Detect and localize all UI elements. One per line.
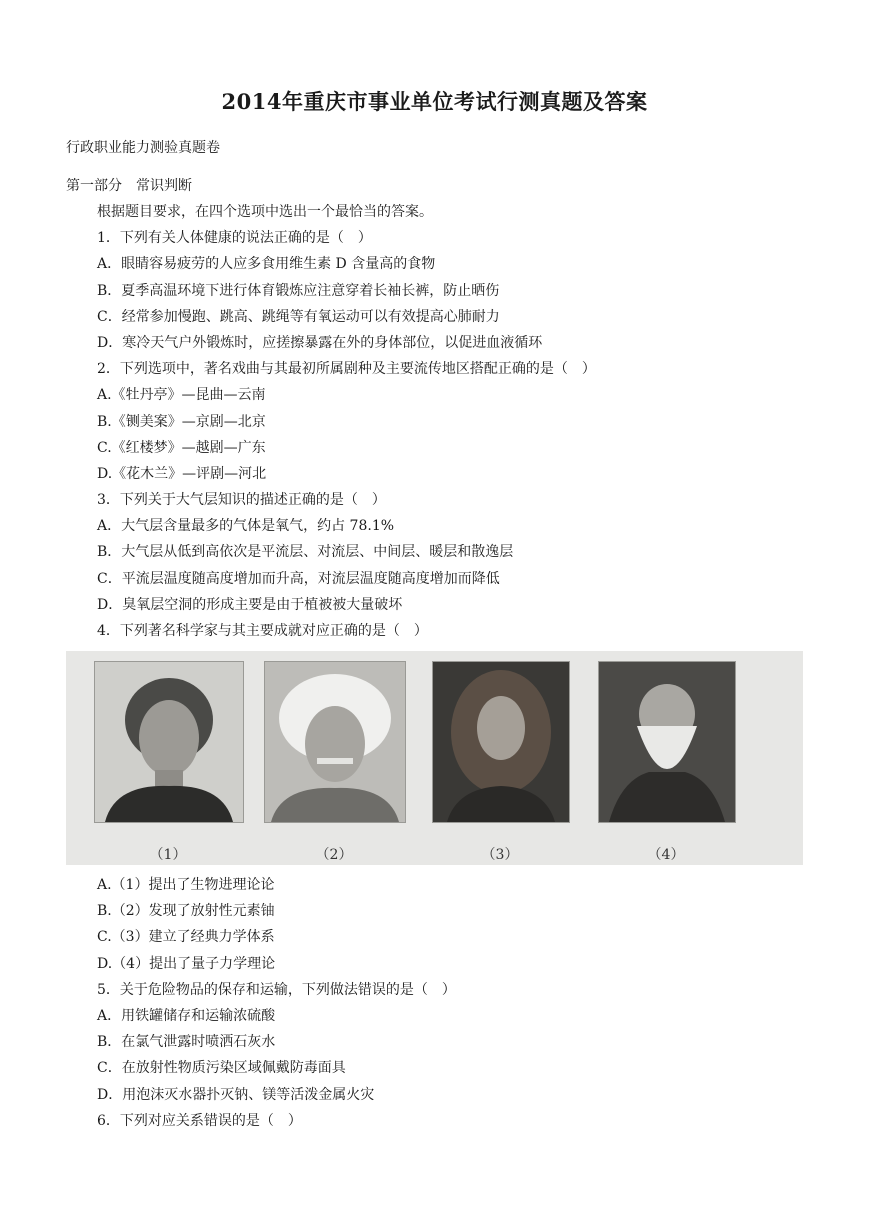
text-line: D．寒冷天气户外锻炼时，应搓擦暴露在外的身体部位，以促进血液循环 — [97, 334, 543, 351]
text-line: B．夏季高温环境下进行体育锻炼应注意穿着长袖长裤，防止晒伤 — [97, 282, 500, 299]
document-subtitle: 行政职业能力测验真题卷 — [66, 140, 220, 156]
text-line: A.《牡丹亭》—昆曲—云南 — [97, 387, 266, 404]
scientist-portraits-figure — [66, 651, 803, 865]
text-line: B．大气层从低到高依次是平流层、对流层、中间层、暖层和散逸层 — [97, 544, 514, 561]
text-line: 6．下列对应关系错误的是（ ） — [97, 1112, 302, 1129]
figure-caption-4: （4） — [647, 847, 685, 863]
figure-caption-3: （3） — [481, 847, 519, 863]
text-line: 1．下列有关人体健康的说法正确的是（ ） — [97, 230, 372, 247]
figure-caption-2: （2） — [315, 847, 353, 863]
text-line: 根据题目要求，在四个选项中选出一个最恰当的答案。 — [97, 204, 433, 220]
text-line: C．在放射性物质污染区域佩戴防毒面具 — [97, 1060, 346, 1077]
man-white-hair-portrait-icon — [265, 662, 405, 822]
question-block-2 — [97, 872, 837, 1134]
text-line: C．经常参加慢跑、跳高、跳绳等有氧运动可以有效提高心肺耐力 — [97, 308, 500, 325]
text-line: C.（3）建立了经典力学体系 — [97, 929, 275, 946]
text-line: 3．下列关于大气层知识的描述正确的是（ ） — [97, 492, 386, 509]
figure-caption-1: （1） — [149, 847, 187, 863]
portrait-3-image — [432, 661, 570, 823]
portrait-2-image — [264, 661, 406, 823]
text-line: 2．下列选项中，著名戏曲与其最初所属剧种及主要流传地区搭配正确的是（ ） — [97, 361, 596, 378]
text-line: D．用泡沫灭水器扑灭钠、镁等活泼金属火灾 — [97, 1086, 375, 1103]
section-name: 常识判断 — [136, 178, 192, 194]
document-title: 2014年重庆市事业单位考试行测真题及答案 — [221, 89, 648, 114]
text-line: A.（1）提出了生物进理论论 — [97, 877, 275, 893]
section-label: 第一部分 — [66, 178, 122, 194]
text-line: 4．下列著名科学家与其主要成就对应正确的是（ ） — [97, 623, 428, 639]
text-line: D．臭氧层空洞的形成主要是由于植被被大量破坏 — [97, 596, 403, 613]
text-line: B.（2）发现了放射性元素铀 — [97, 903, 275, 920]
text-line: D.《花木兰》—评剧—河北 — [97, 465, 267, 482]
text-line: A．眼睛容易疲劳的人应多食用维生素 D 含量高的食物 — [97, 256, 436, 273]
text-line: A．大气层含量最多的气体是氧气，约占 78.1% — [97, 518, 395, 535]
portrait-1-image — [94, 661, 244, 823]
portrait-4-image — [598, 661, 736, 823]
man-beard-portrait-icon — [599, 662, 735, 822]
text-line: B．在氯气泄露时喷洒石灰水 — [97, 1034, 276, 1051]
woman-portrait-icon — [95, 662, 243, 822]
text-line: C.《红楼梦》—越剧—广东 — [97, 439, 266, 456]
text-line: A．用铁罐储存和运输浓硫酸 — [97, 1007, 276, 1024]
man-long-wig-portrait-icon — [433, 662, 569, 822]
question-block-1 — [97, 199, 837, 644]
text-line: D.（4）提出了量子力学理论 — [97, 955, 276, 972]
section-heading — [66, 175, 192, 195]
text-line: C．平流层温度随高度增加而升高，对流层温度随高度增加而降低 — [97, 570, 500, 587]
text-line: 5．关于危险物品的保存和运输，下列做法错误的是（ ） — [97, 981, 456, 998]
text-line: B.《铡美案》—京剧—北京 — [97, 413, 266, 430]
